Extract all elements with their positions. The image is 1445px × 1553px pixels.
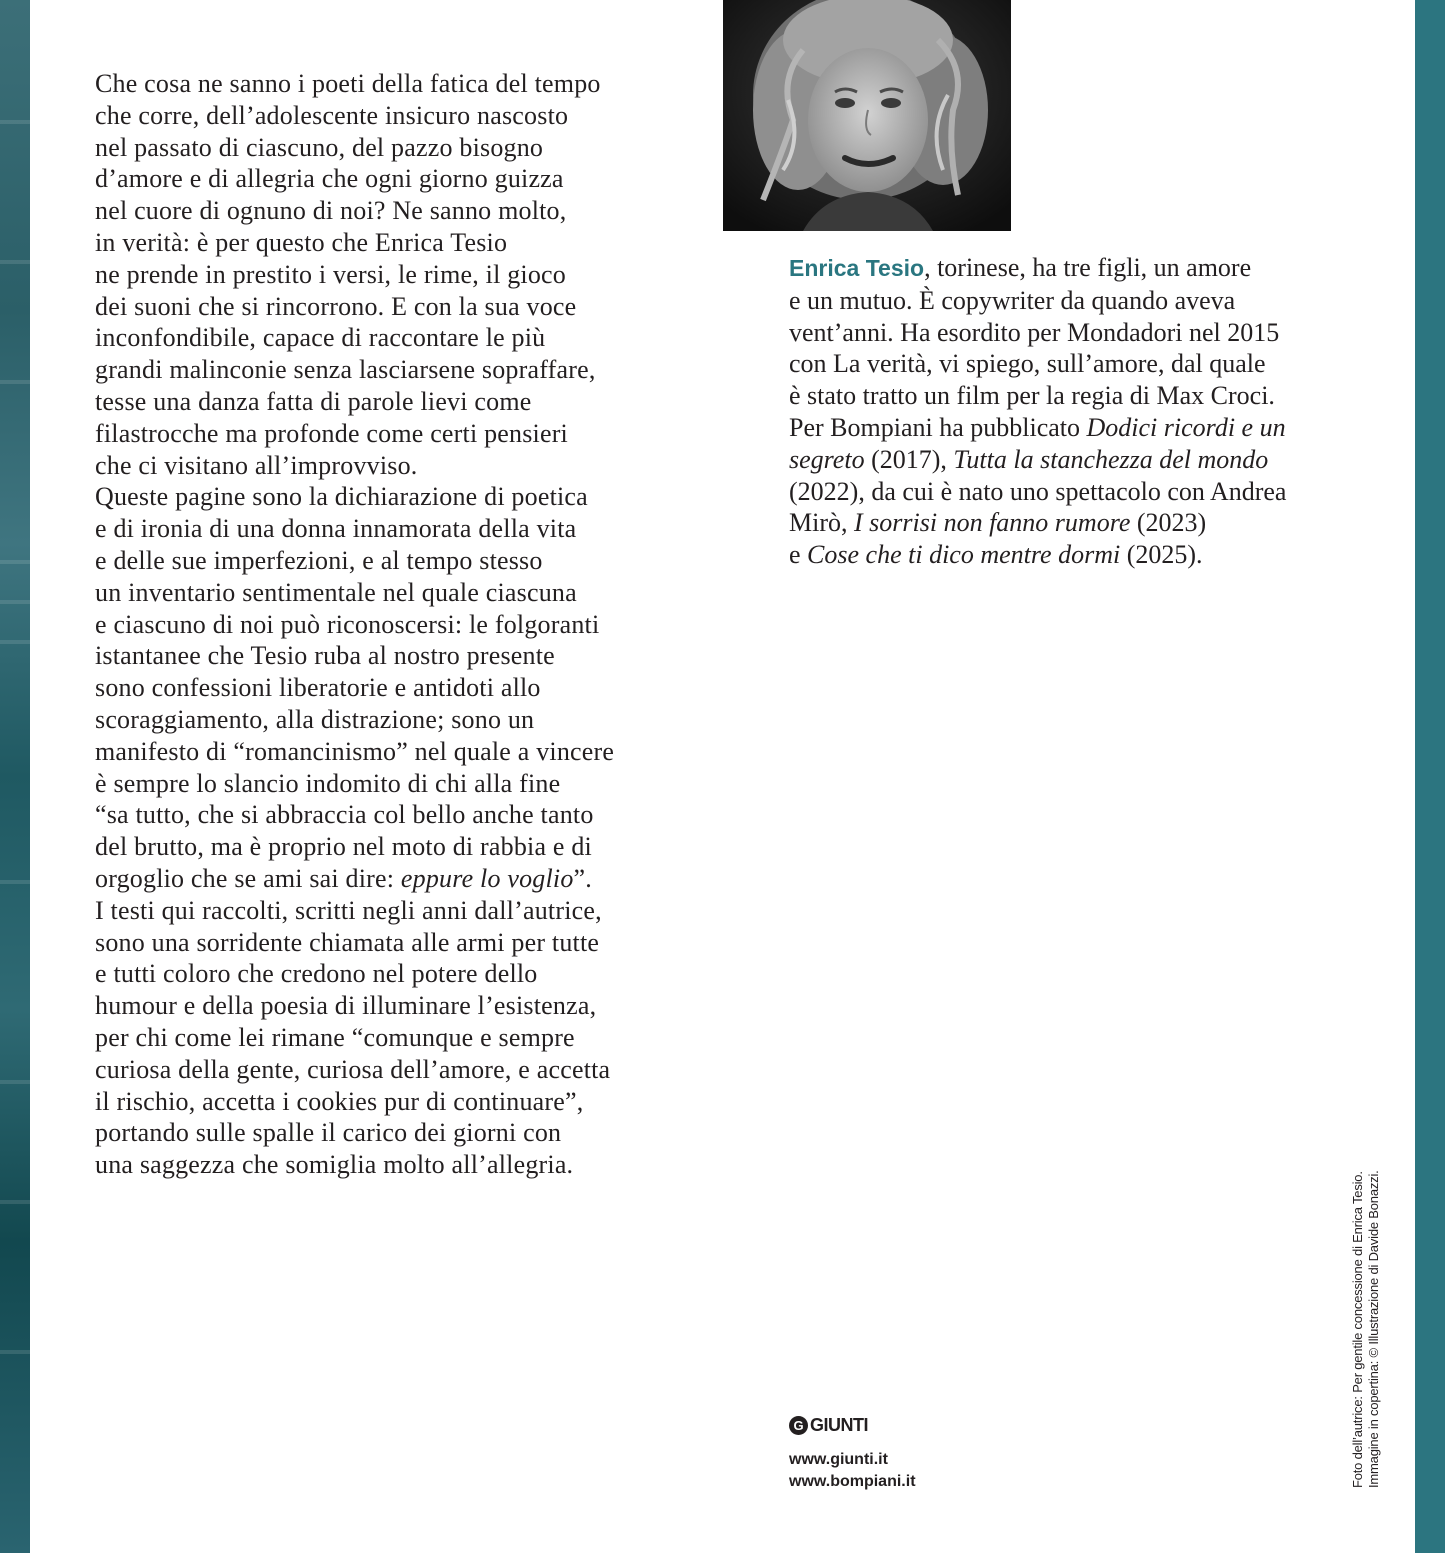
- blurb-line: [95, 1054, 665, 1086]
- blurb-line: [95, 736, 665, 768]
- text-run: orgoglio che se ami sai dire:: [95, 863, 401, 893]
- text-run: e ciascuno di noi può riconoscersi: le folgoranti: [95, 609, 600, 639]
- blurb-line: [95, 990, 665, 1022]
- blurb-line: [95, 1022, 665, 1054]
- bio-line: [789, 444, 1359, 476]
- text-run: sono confessioni liberatorie e antidoti allo: [95, 673, 541, 703]
- text-run: in verità: è per questo che Enrica Tesio: [95, 227, 508, 257]
- text-run: Mirò,: [789, 508, 854, 538]
- italic-title: eppure lo voglio: [400, 863, 574, 893]
- bio-line: [789, 285, 1359, 317]
- blurb-line: [95, 1149, 665, 1181]
- blurb-line: [95, 609, 665, 641]
- blurb-line: [95, 322, 665, 354]
- blurb-line: [95, 927, 665, 959]
- text-run: una saggezza che somiglia molto all’allegria.: [95, 1150, 574, 1180]
- text-run: ne prende in prestito i versi, le rime, il gioco: [95, 259, 566, 289]
- text-run: Per Bompiani ha pubblicato: [789, 412, 1087, 442]
- text-run: un inventario sentimentale nel quale ciascuna: [95, 577, 577, 607]
- text-run: “sa tutto, che si abbraccia col bello anche tanto: [95, 800, 594, 830]
- blurb-line: [95, 291, 665, 323]
- cover-credit: Immagine in copertina: © Illustrazione di Davide Bonazzi.: [1366, 1170, 1381, 1488]
- text-run: è stato tratto un film per la regia di Max Croci.: [789, 381, 1275, 411]
- text-run: scoraggiamento, alla distrazione; sono un: [95, 704, 535, 734]
- blurb-line: [95, 513, 665, 545]
- blurb-line: [95, 163, 665, 195]
- text-run: Che cosa ne sanno i poeti della fatica del tempo: [95, 69, 601, 98]
- text-run: vent’anni. Ha esordito per Mondadori nel 2015: [789, 317, 1280, 347]
- blurb-line: [95, 481, 665, 513]
- spine-edge: [1415, 0, 1445, 1553]
- blurb-line: [95, 259, 665, 291]
- blurb-line: [95, 386, 665, 418]
- blurb-line: [95, 704, 665, 736]
- blurb-line: [95, 227, 665, 259]
- italic-title: Cose che ti dico mentre dormi: [807, 540, 1121, 570]
- publisher-name: GIUNTI: [810, 1415, 868, 1435]
- author-bio: [789, 252, 1359, 571]
- text-run: Queste pagine sono la dichiarazione di poetica: [95, 482, 588, 512]
- blurb-text: [95, 68, 665, 1181]
- italic-title: I sorrisi non fanno rumore: [854, 508, 1131, 538]
- text-run: istantanee che Tesio ruba al nostro presente: [95, 641, 555, 671]
- blurb-line: [95, 863, 665, 895]
- italic-title: Tutta la stanchezza del mondo: [953, 444, 1269, 474]
- text-run: curiosa della gente, curiosa dell’amore, e accetta: [95, 1054, 611, 1084]
- blurb-line: [95, 132, 665, 164]
- bio-line: [789, 507, 1359, 539]
- blurb-line: [95, 545, 665, 577]
- url-bompiani[interactable]: www.bompiani.it: [789, 1473, 916, 1490]
- blurb-line: [95, 450, 665, 482]
- blurb-line: [95, 672, 665, 704]
- blurb-line: [95, 640, 665, 672]
- publisher-logo: [789, 1415, 868, 1436]
- text-run: humour e della poesia di illuminare l’esistenza,: [95, 991, 597, 1021]
- text-run: e: [789, 540, 808, 570]
- text-run: (2022), da cui è nato uno spettacolo con Andrea: [789, 476, 1287, 506]
- text-run: I testi qui raccolti, scritti negli anni dall’autrice,: [95, 895, 602, 925]
- photo-credit: Foto dell’autrice: Per gentile concessione di Enrica Tesio.: [1350, 1171, 1365, 1488]
- text-run: nel cuore di ognuno di noi? Ne sanno molto,: [95, 196, 567, 226]
- text-run: per chi come lei rimane “comunque e sempre: [95, 1022, 575, 1052]
- text-run: tesse una danza fatta di parole lievi come: [95, 386, 532, 416]
- blurb-line: [95, 768, 665, 800]
- blurb-line: [95, 195, 665, 227]
- bio-line: [789, 539, 1359, 571]
- text-run: ”.: [573, 863, 592, 893]
- text-run: , torinese, ha tre figli, un amore: [924, 253, 1252, 282]
- text-run: è sempre lo slancio indomito di chi alla fine: [95, 768, 561, 798]
- blurb-line: [95, 895, 665, 927]
- bio-line: [789, 317, 1359, 349]
- cover-illustration-edge: [0, 0, 30, 1553]
- blurb-line: [95, 958, 665, 990]
- bio-line: [789, 348, 1359, 380]
- text-run: portando sulle spalle il carico dei giorni con: [95, 1118, 562, 1148]
- text-run: grandi malinconie senza lasciarsene sopraffare,: [95, 355, 596, 385]
- blurb-line: [95, 354, 665, 386]
- blurb-line: [95, 799, 665, 831]
- text-run: (2023): [1130, 508, 1207, 538]
- text-run: (2017),: [864, 444, 954, 474]
- publisher-urls: [789, 1449, 916, 1493]
- author-photo: [723, 0, 1011, 231]
- text-run: che ci visitano all’improvviso.: [95, 450, 418, 480]
- blurb-line: [95, 418, 665, 450]
- text-run: e di ironia di una donna innamorata della vita: [95, 514, 577, 544]
- author-name: Enrica Tesio: [789, 255, 925, 281]
- text-run: che corre, dell’adolescente insicuro nascosto: [95, 100, 569, 130]
- image-credits: [1350, 1170, 1382, 1488]
- bio-line: [789, 412, 1359, 444]
- bio-line: [789, 252, 1359, 285]
- text-run: filastrocche ma profonde come certi pensieri: [95, 418, 568, 448]
- text-run: manifesto di “romancinismo” nel quale a vincere: [95, 736, 615, 766]
- italic-title: segreto: [789, 444, 865, 474]
- blurb-line: [95, 68, 665, 100]
- text-run: e tutti coloro che credono nel potere dello: [95, 959, 538, 989]
- blurb-line: [95, 577, 665, 609]
- url-giunti[interactable]: www.giunti.it: [789, 1451, 888, 1468]
- text-run: del brutto, ma è proprio nel moto di rabbia e di: [95, 832, 592, 862]
- text-run: sono una sorridente chiamata alle armi per tutte: [95, 927, 600, 957]
- giunti-g-icon: G: [789, 1416, 808, 1435]
- bio-line: [789, 380, 1359, 412]
- blurb-line: [95, 1086, 665, 1118]
- bio-line: [789, 476, 1359, 508]
- blurb-line: [95, 100, 665, 132]
- text-run: il rischio, accetta i cookies pur di continuare”,: [95, 1086, 584, 1116]
- text-run: dei suoni che si rincorrono. E con la sua voce: [95, 291, 577, 321]
- blurb-line: [95, 1117, 665, 1149]
- text-run: e delle sue imperfezioni, e al tempo stesso: [95, 545, 543, 575]
- text-run: (2025).: [1120, 540, 1203, 570]
- text-run: d’amore e di allegria che ogni giorno guizza: [95, 164, 564, 194]
- italic-title: Dodici ricordi e un: [1086, 412, 1286, 442]
- text-run: nel passato di ciascuno, del pazzo bisogno: [95, 132, 544, 162]
- text-run: inconfondibile, capace di raccontare le più: [95, 323, 546, 353]
- text-run: con La verità, vi spiego, sull’amore, dal quale: [789, 349, 1266, 379]
- blurb-line: [95, 831, 665, 863]
- text-run: e un mutuo. È copywriter da quando aveva: [789, 285, 1236, 315]
